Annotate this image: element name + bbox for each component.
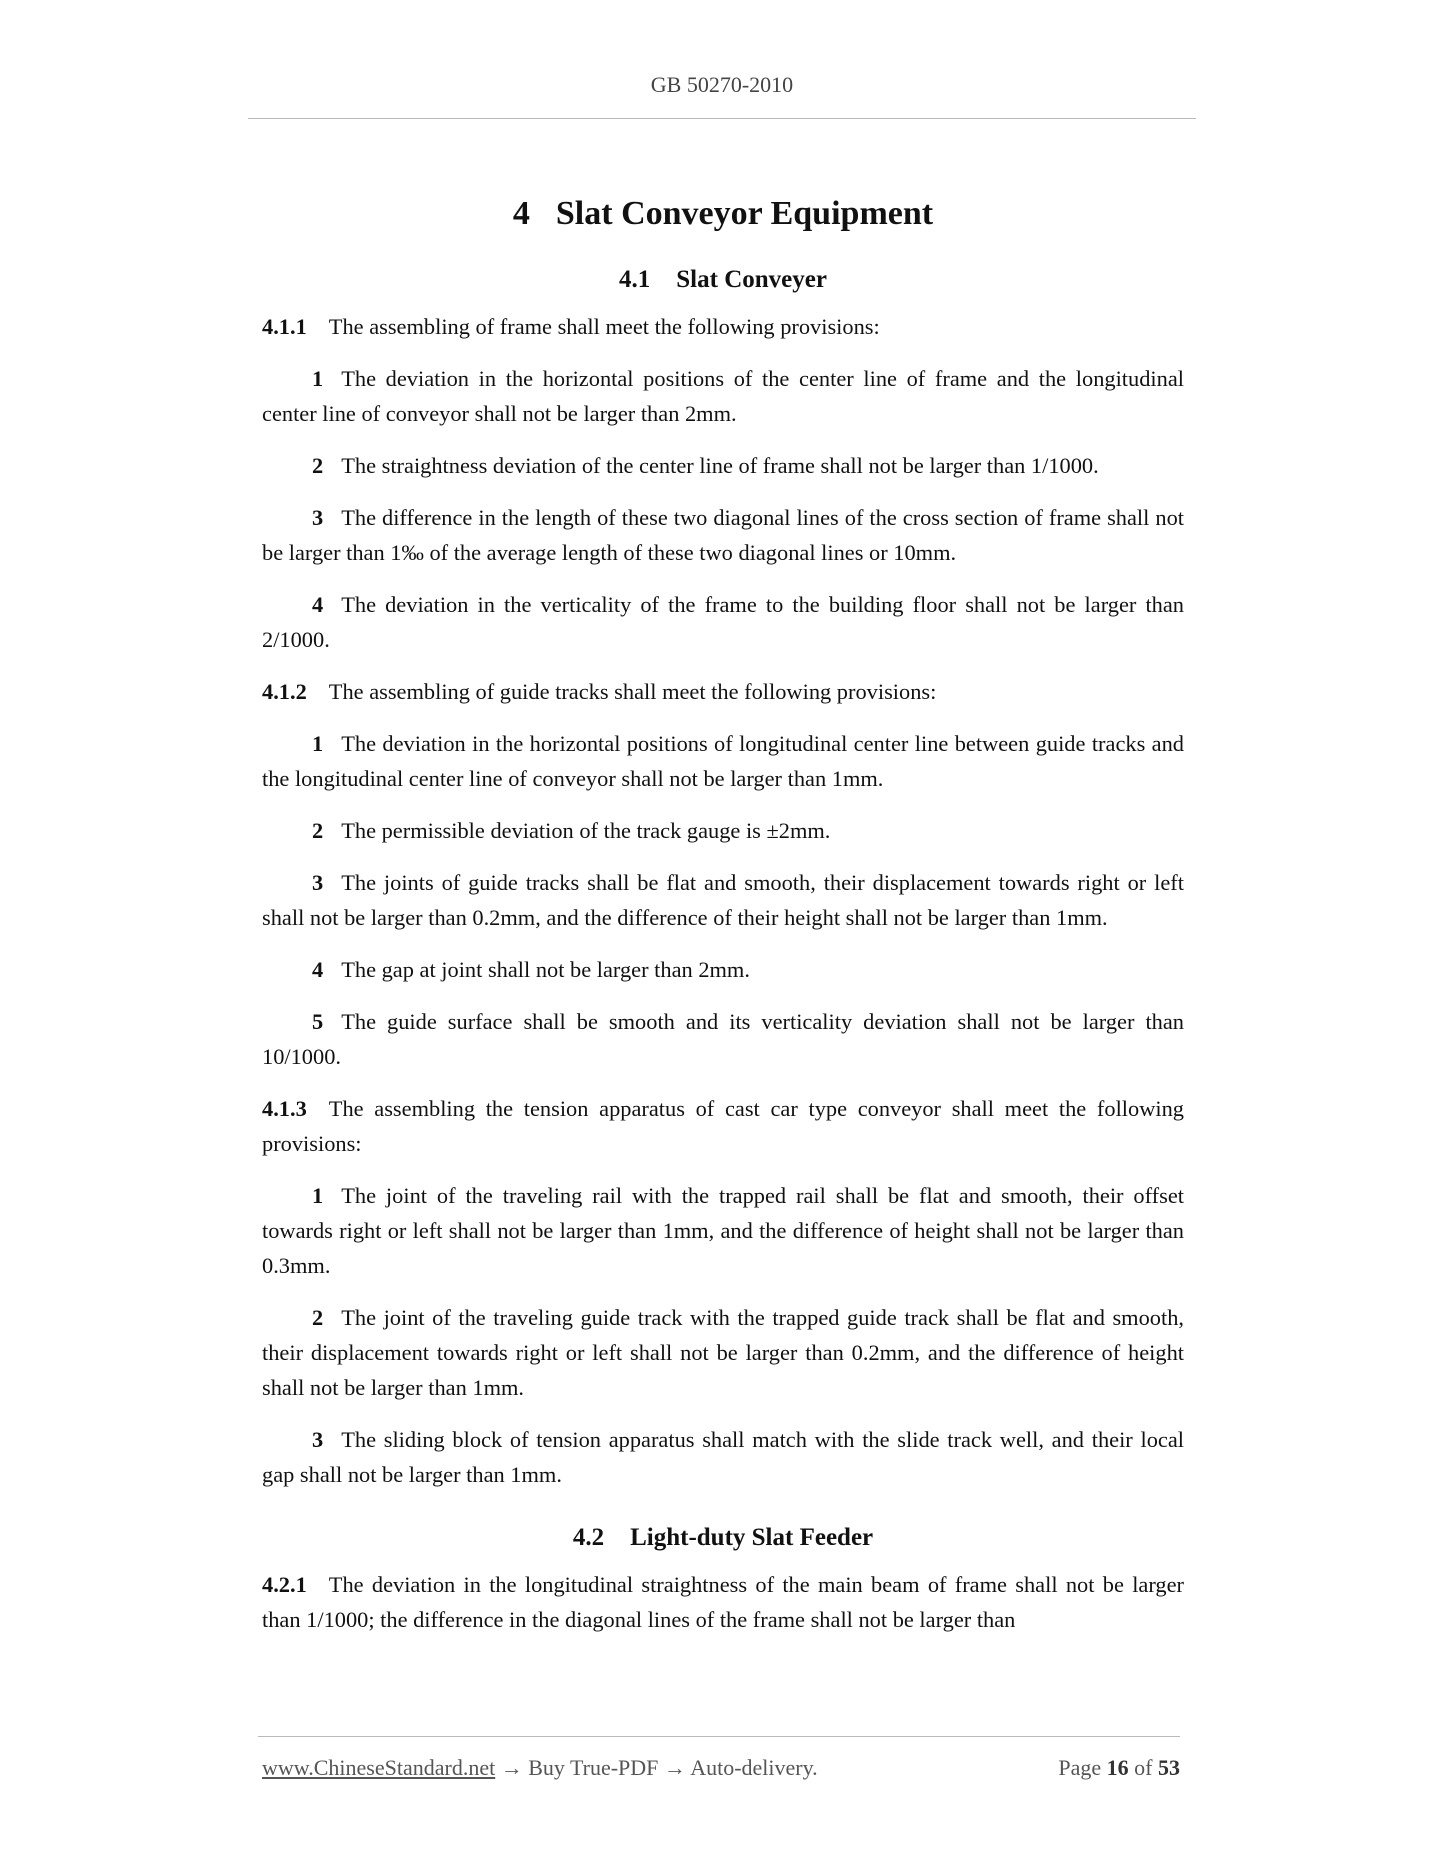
item-number: 4 (312, 592, 324, 617)
list-item (262, 813, 1184, 848)
section-title-text: Light-duty Slat Feeder (630, 1524, 874, 1551)
clause-text: The assembling of guide tracks shall meet the following provisions: (328, 679, 937, 704)
item-number: 2 (312, 1305, 324, 1330)
item-number: 1 (312, 366, 324, 391)
item-text: The deviation in the verticality of the frame to the building floor shall not be larger than 2/1000. (262, 592, 1184, 652)
page-word: Page (1058, 1755, 1102, 1780)
item-number: 1 (312, 1183, 324, 1208)
item-text: The sliding block of tension apparatus shall match with the slide track well, and their local gap shall not be larger than 1mm. (262, 1427, 1184, 1487)
clause-4-2-1 (262, 1567, 1184, 1637)
page-header (248, 72, 1196, 98)
promo-text: → Buy True-PDF → Auto-delivery. (500, 1755, 818, 1780)
clause-number: 4.1.1 (262, 314, 307, 339)
list-item (262, 1178, 1184, 1283)
clause-4-1-1 (262, 309, 1184, 344)
item-number: 5 (312, 1009, 324, 1034)
item-text: The deviation in the horizontal positions of longitudinal center line between guide tracks and the longitudinal center line of conveyor shall not be larger than 1mm. (262, 731, 1184, 791)
clause-text: The deviation in the longitudinal straightness of the main beam of frame shall not be larger than 1/1000; the difference in the diagonal lines of the frame shall not be larger than (262, 1572, 1184, 1632)
chapter-title-text: Slat Conveyor Equipment (555, 195, 934, 232)
item-number: 4 (312, 957, 324, 982)
item-text: The difference in the length of these two diagonal lines of the cross section of frame shall not be larger than 1‰ of the average length of these two diagonal lines or 10mm. (262, 505, 1184, 565)
list-item (262, 500, 1184, 570)
list-item (262, 726, 1184, 796)
chapter-title (262, 192, 1184, 236)
item-number: 3 (312, 505, 324, 530)
section-title-text: Slat Conveyer (676, 266, 827, 293)
section-number: 4.2 (572, 1524, 605, 1551)
item-number: 2 (312, 453, 324, 478)
standard-code: GB 50270-2010 (650, 72, 794, 97)
list-item (262, 361, 1184, 431)
page-total: 53 (1158, 1755, 1180, 1780)
item-text: The permissible deviation of the track gauge is ±2mm. (341, 818, 831, 843)
clause-4-1-3 (262, 1091, 1184, 1161)
list-item (262, 1004, 1184, 1074)
section-title-4-2 (262, 1520, 1184, 1556)
list-item (262, 1300, 1184, 1405)
section-number: 4.1 (619, 266, 651, 293)
list-item (262, 448, 1184, 483)
clause-number: 4.2.1 (262, 1572, 307, 1597)
document-body (262, 192, 1184, 1637)
clause-number: 4.1.2 (262, 679, 307, 704)
section-title-4-1 (262, 262, 1184, 298)
clause-text: The assembling the tension apparatus of cast car type conveyor shall meet the following provisions: (262, 1096, 1184, 1156)
item-number: 3 (312, 1427, 324, 1452)
list-item (262, 587, 1184, 657)
footer-divider (258, 1736, 1180, 1737)
list-item (262, 1422, 1184, 1492)
item-number: 2 (312, 818, 324, 843)
list-item (262, 865, 1184, 935)
clause-number: 4.1.3 (262, 1096, 307, 1121)
item-text: The straightness deviation of the center line of frame shall not be larger than 1/1000. (341, 453, 1099, 478)
page-indicator (1058, 1755, 1180, 1781)
item-text: The joint of the traveling guide track with the trapped guide track shall be flat and smooth, their displacement towards right or left shall not be larger than 0.2mm, and the difference of height shall not be larger than 1mm. (262, 1305, 1184, 1400)
clause-text: The assembling of frame shall meet the following provisions: (328, 314, 880, 339)
item-number: 3 (312, 870, 324, 895)
item-text: The deviation in the horizontal positions of the center line of frame and the longitudinal center line of conveyor shall not be larger than 2mm. (262, 366, 1184, 426)
footer-left (262, 1755, 818, 1781)
page-current: 16 (1106, 1755, 1129, 1780)
chapter-number: 4 (512, 195, 530, 232)
item-text: The joints of guide tracks shall be flat and smooth, their displacement towards right or left shall not be larger than 0.2mm, and the difference of their height shall not be larger than 1mm. (262, 870, 1184, 930)
item-text: The guide surface shall be smooth and its verticality deviation shall not be larger than 10/1000. (262, 1009, 1184, 1069)
item-text: The gap at joint shall not be larger than 2mm. (341, 957, 750, 982)
item-text: The joint of the traveling rail with the trapped rail shall be flat and smooth, their offset towards right or left shall not be larger than 1mm, and the difference of height shall not be larger than 0.3mm. (262, 1183, 1184, 1278)
of-word: of (1134, 1755, 1153, 1780)
header-divider (248, 118, 1196, 119)
list-item (262, 952, 1184, 987)
clause-4-1-2 (262, 674, 1184, 709)
item-number: 1 (312, 731, 324, 756)
site-link[interactable]: www.ChineseStandard.net (262, 1755, 496, 1780)
